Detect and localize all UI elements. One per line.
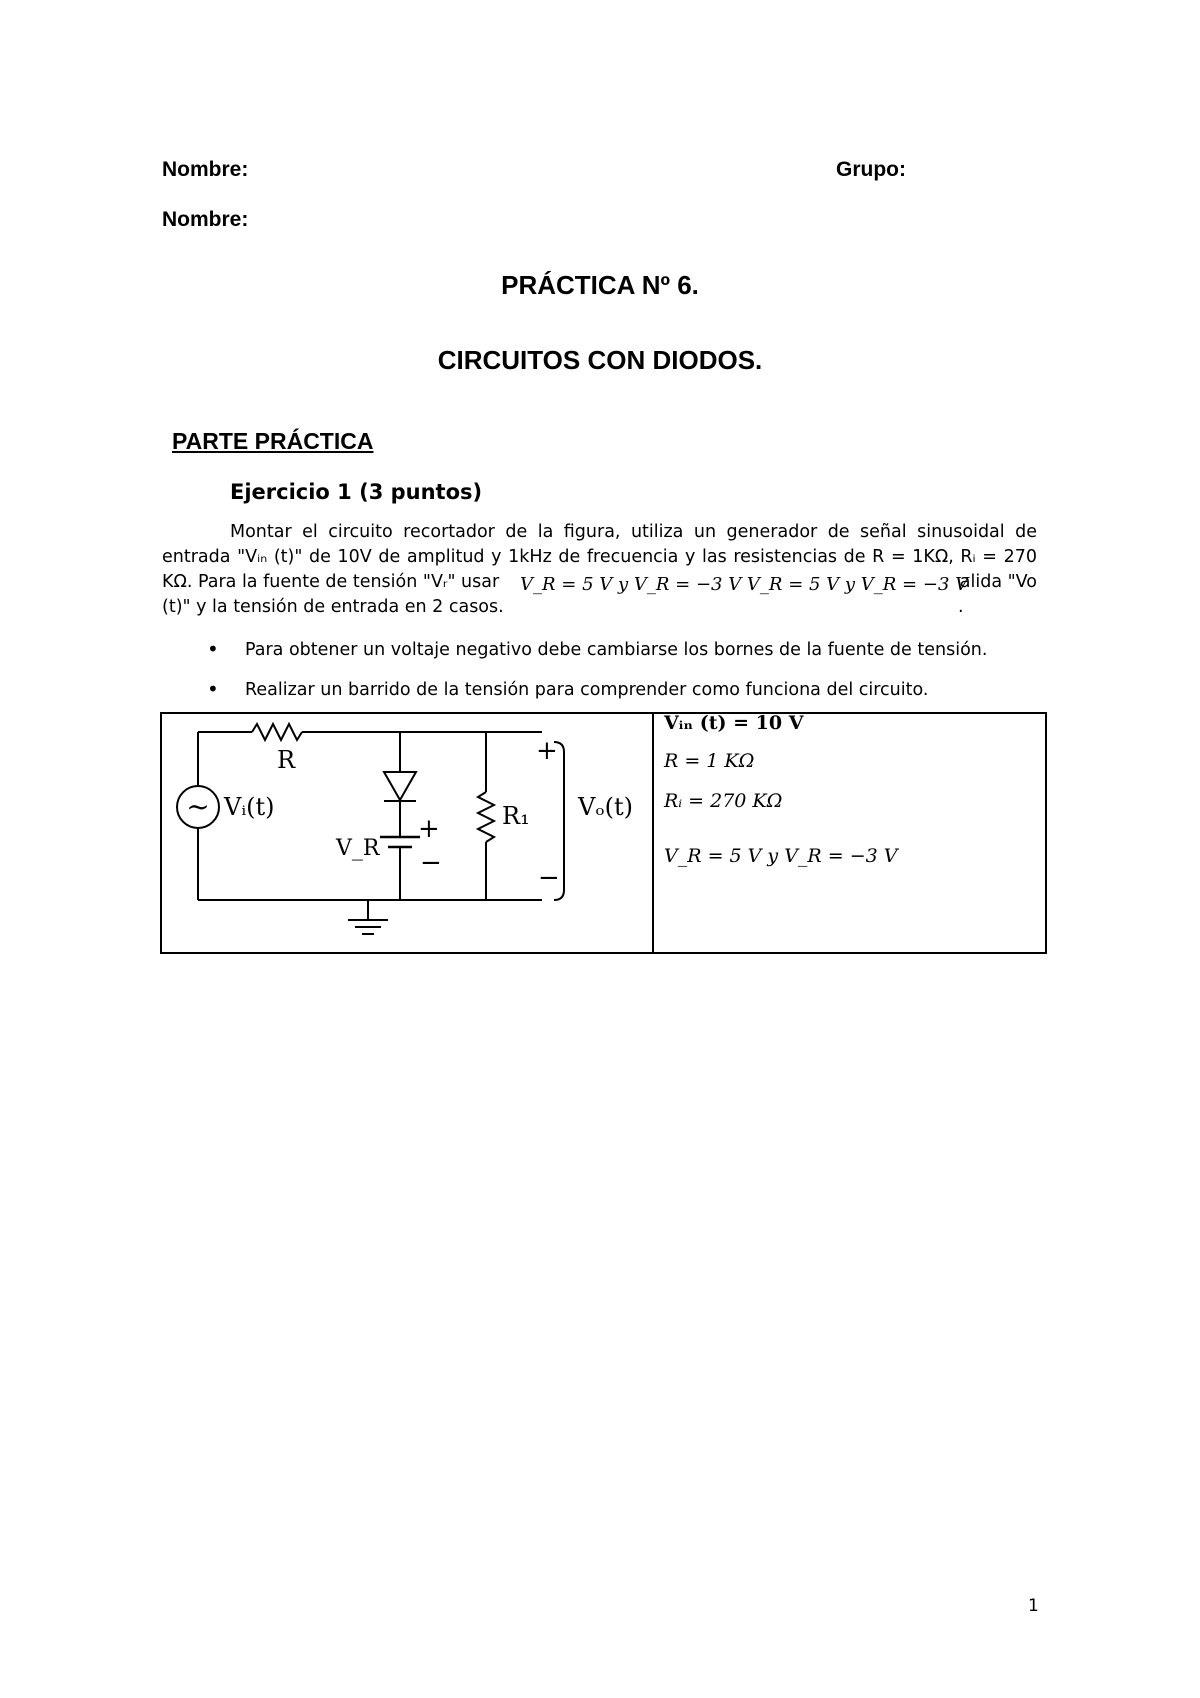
label-vr: V_R bbox=[336, 836, 380, 861]
exercise-title: Ejercicio 1 (3 puntos) bbox=[230, 480, 483, 504]
page-title: PRÁCTICA Nº 6. bbox=[501, 270, 699, 300]
label-minus-src: − bbox=[420, 848, 442, 878]
label-plus-out: + bbox=[536, 736, 558, 766]
source-tilde: ~ bbox=[186, 790, 210, 823]
paragraph-line-3-start: KΩ. Para la fuente de tensión "Vᵣ" usar bbox=[162, 572, 500, 592]
paragraph-line-3-math: V_R = 5 V y V_R = −3 V V_R = 5 V y V_R = −3 V bbox=[520, 574, 969, 595]
circuit-diagram bbox=[162, 714, 650, 952]
label-vi: Vᵢ(t) bbox=[224, 793, 275, 821]
page-subtitle: CIRCUITOS CON DIODOS. bbox=[437, 345, 763, 375]
bullet-item-2: Realizar un barrido de la tensión para comprender como funciona del circuito. bbox=[245, 680, 929, 700]
paragraph-line-2: entrada "Vᵢₙ (t)" de 10V de amplitud y 1kHz de frecuencia y las resistencias de R = 1KΩ, Rᵢ = 270 bbox=[162, 547, 1037, 567]
bullet-dot-2: • bbox=[207, 677, 219, 701]
nombre-label-1: Nombre: bbox=[162, 158, 249, 181]
figure-divider bbox=[652, 712, 654, 954]
paragraph-line-4-end: . bbox=[958, 597, 964, 617]
label-minus-out: − bbox=[538, 863, 560, 893]
label-plus-src: + bbox=[418, 814, 440, 844]
paragraph-line-3-end: alida "Vo bbox=[959, 572, 1037, 592]
paragraph-line-4 bbox=[162, 595, 1037, 620]
section-heading: PARTE PRÁCTICA bbox=[172, 428, 374, 454]
label-r: R bbox=[276, 746, 296, 774]
param-r: R = 1 KΩ bbox=[664, 750, 755, 772]
param-vr: V_R = 5 V y V_R = −3 V bbox=[664, 845, 898, 867]
label-vo: Vₒ(t) bbox=[578, 793, 633, 821]
diode-triangle bbox=[384, 772, 416, 800]
resistor-r bbox=[252, 724, 302, 740]
paragraph-line-3 bbox=[162, 570, 1037, 595]
param-vin: Vᵢₙ (t) = 10 V bbox=[664, 712, 804, 734]
paragraph-line-4-text: (t)" y la tensión de entrada en 2 casos. bbox=[162, 597, 504, 617]
label-r1: R₁ bbox=[502, 802, 530, 830]
bullet-dot-1: • bbox=[207, 637, 219, 661]
paragraph-line-1: Montar el circuito recortador de la figura, utiliza un generador de señal sinusoidal de bbox=[230, 522, 1037, 542]
exercise-paragraph bbox=[162, 520, 1037, 620]
page-number: 1 bbox=[1028, 1596, 1039, 1616]
param-ri: Rᵢ = 270 KΩ bbox=[664, 790, 783, 812]
bullet-item-1: Para obtener un voltaje negativo debe cambiarse los bornes de la fuente de tensión. bbox=[245, 640, 988, 660]
grupo-label: Grupo: bbox=[836, 158, 906, 181]
nombre-label-2: Nombre: bbox=[162, 208, 249, 231]
resistor-r1 bbox=[478, 792, 494, 842]
